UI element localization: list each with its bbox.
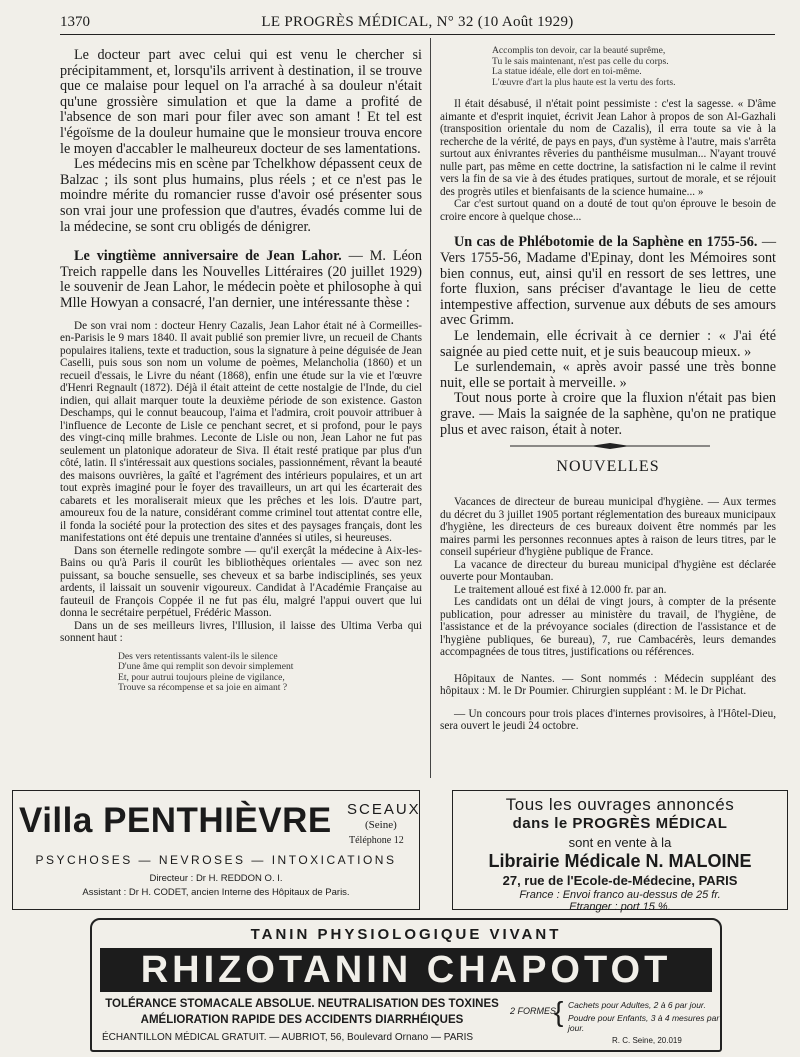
right-column (440, 46, 776, 438)
lib-line-7: Etranger : port 15 %. (569, 901, 671, 913)
rhizo-dosage-adults: Cachets pour Adultes, 2 à 6 par jour. (568, 1000, 706, 1010)
poem-line: Tu le sais maintenant, n'est pas celle du corps. (492, 55, 669, 67)
header-rule (60, 34, 775, 35)
lib-line-6: France : Envoi franco au-dessus de 25 fr. (519, 889, 721, 901)
lib-line-3: sont en vente à la (568, 835, 672, 850)
article-paragraph: Les médecins mis en scène par Tchelkhow dépassent ceux de Balzac ; ils sont plus humains, plus réels ; et ce n'est pas le moindre mérite du romancier russe d'avoir osé présenter sous son vrai jour une profession que d'autres, évadés comme lui de la médecine, se sont cru obligés de dénigrer. (60, 156, 422, 235)
nouvelles-section (440, 458, 776, 733)
page-header (60, 14, 775, 36)
lib-line-2: dans le PROGRÈS MÉDICAL (512, 815, 728, 832)
news-item: La vacance de directeur du bureau municipal d'hygiène est déclarée ouverte pour Montauban. (440, 558, 776, 583)
villa-department: (Seine) (365, 819, 397, 831)
poem-line: Des vers retentissants valent-ils le silence (118, 650, 278, 662)
rhizo-sample-address: ÉCHANTILLON MÉDICAL GRATUIT. — AUBRIOT, 56, Boulevard Ornano — PARIS (102, 1032, 474, 1043)
lib-line-1: Tous les ouvrages annoncés (505, 795, 735, 814)
article-paragraph: Le surlendemain, « après avoir passé une très bonne nuit, elle se portait à merveille. » (440, 359, 776, 391)
lahor-quote: De son vrai nom : docteur Henry Cazalis, Jean Lahor était né à Cormeilles-en-Parisis le 9 mars 1840. Il avait publié son premier livre, un recueil de Chants populaires italiens, texte et traduction, sous la signature à peine déguisée de Jean Caselli, puis sous son nom un volume de poèmes, Melancholia (1860) et un recueil d'essais, le Livre du néant (1868), enfin une étude sur la vie et l'œuvre d'Henri Regnault (1872). Déjà il était atteint de cette nostalgie de l'Inde, du ciel indien, qui allait marquer toute la deuxième période de son existence. Gaston Deschamps, qui le connut beaucoup, l'aima et l'admira, croit pouvoir attribuer à l'influence de Leconte de Lisle ce penchant secret, et si profond, pour le pays des vingt-cinq mille brahmes. Leconte de Lisle ou non, Jean Lahor ne fut pas seulement un platonique adorateur de Siva. Il était resté pratique par plus d'un côté, latin. Il s'intéressait aux questions sociales, passionnément, rêvant la beauté des maisons ouvrières, la gaîté et l'agrément des intérieurs populaires, et un art tout exprès imaginé pour le foyer des travailleurs, un art qui les écarterait des cabarets et les moraliserait mieux que les prêches et les lois. D'autre part, amoureux fou de la nature, considérant comme criminel tout attentat contre elle, il fonda la société pour la protection des sites et des paysages français, dont les manifestations ont été depuis une trentaine d'années si utiles, si heureuses. (60, 319, 422, 544)
librairie-maloine-ad (452, 790, 788, 913)
brace-glyph: { (554, 996, 564, 1027)
poem-line: Accomplis ton devoir, car la beauté suprême, (492, 45, 666, 56)
news-item: Hôpitaux de Nantes. — Sont nommés : Médecin suppléant des hôpitaux : M. le Dr Poumier. Chirurgien suppléant : M. le Dr Pichat. (440, 672, 776, 697)
villa-town: SCEAUX (347, 801, 421, 818)
news-item: Vacances de directeur de bureau municipal d'hygiène. — Aux termes du décret du 3 juillet 1905 portant réglementation des bureaux municipaux d'hygiène, les directeurs de ces bureaux doivent être nommés par les maires parmi les personnes reconnues aptes à raison de leurs titres, par le conseil supérieur d'hygiène publique de France. (440, 496, 776, 558)
article-paragraph: Le docteur part avec celui qui est venu le chercher si précipitamment, et, lorsqu'ils arrivent à destination, il se trouve que ce malaise pour lequel on l'a arraché à sa douleur n'était qu'une grossière simulation et que la dame a profité de l'absence de son mari pour filer avec son amant ! Et tel est l'égoïsme de la douleur humaine que le monsieur trouva encore le moyen d'accabler le malheureux docteur de ses lamentations. (60, 47, 422, 157)
rhizo-dosage-children: Poudre pour Enfants, 3 à 4 mesures par jour. (568, 1013, 720, 1033)
saphene-article (440, 235, 776, 329)
poem-stanza (118, 652, 422, 694)
rhizo-tagline: TANIN PHYSIOLOGIQUE VIVANT (250, 926, 562, 943)
lahor-intro: — M. Léon Treich rappelle dans les Nouvelles Littéraires (20 juillet 1929) le souvenir de Jean Lahor, le médecin poète et philosophe à qui Mlle Howyan a consacré, l'an dernier, une intéressante thèse : (60, 248, 422, 311)
lahor-quote: Il était désabusé, il n'était point pessimiste : c'est la sagesse. « D'âme aimante et d'esprit inquiet, écrivit Jean Lahor à propos de son Al-Gazhali (transposition orientale du nom de Cazalis), il erra toute sa vie à la recherche de la vérité, de pays en pays, d'un système à l'autre, mais s'arrêta surtout aux énivrantes rêveries du panthéisme musulman... N'ayant trouvé nulle part, pas même en cette doctrine, la satisfaction ni le calme il revint vers la fin de sa vie à des études pratiques, surtout de morale, et se réjouit des progrès utiles et bienfaisants de la science humaine... » (440, 98, 776, 198)
poem-line: La statue idéale, elle dort en toi-même. (492, 66, 642, 78)
rhizotanin-ad (90, 918, 722, 1052)
lahor-title: Le vingtième anniversaire de Jean Lahor. (74, 248, 342, 265)
rhizo-claim-1: TOLÉRANCE STOMACALE ABSOLUE. NEUTRALISATION DES TOXINES (105, 998, 499, 1010)
rhizo-registration: R. C. Seine, 20.019 (612, 1036, 682, 1045)
villa-director: Directeur : Dr H. REDDON O. I. (149, 873, 283, 884)
poem-stanza (492, 46, 776, 88)
rhizo-forms: 2 FORMES (510, 1006, 557, 1016)
poem-line: Et, pour autrui toujours pleine de vigilance, (118, 671, 285, 683)
news-item: Les candidats ont un délai de vingt jours, à compter de la présente publication, pour adresser au ministère du travail, de l'hygiène, de l'assistance et de la prévoyance sociales (direction de l'assistance et de l'hygiène publiques, 6e bureau), 7, rue Cambacérès, leurs demandes accompagnées de tous titres, justifications ou références. (440, 596, 776, 658)
lib-line-4: Librairie Médicale N. MALOINE (488, 851, 752, 871)
villa-penthievre-ad (12, 790, 420, 910)
nouvelles-heading: NOUVELLES (556, 458, 660, 475)
poem-line: Trouve sa récompense et sa joie en aimant ? (118, 682, 288, 694)
news-item: — Un concours pour trois places d'internes provisoires, à l'Hôtel-Dieu, sera ouvert le jeudi 24 octobre. (440, 707, 776, 732)
journal-title: LE PROGRÈS MÉDICAL, N° 32 (10 Août 1929) (261, 14, 574, 30)
ornament-divider (510, 443, 710, 449)
poem-line: D'une âme qui remplit son devoir simplement (118, 661, 294, 673)
lahor-quote: Car c'est surtout quand on a douté de tout qu'on éprouve le besoin de croire encore à quelque chose... (440, 198, 776, 223)
article-paragraph: Tout nous porte à croire que la fluxion n'était pas bien grave. — Mais la saignée de la saphène, qu'on ne pratique plus et avec raison, était à noter. (440, 390, 776, 438)
rhizo-brand: RHIZOTANIN CHAPOTOT (100, 948, 712, 992)
villa-specialties: PSYCHOSES — NEVROSES — INTOXICATIONS (35, 853, 397, 867)
villa-name: Villa PENTHIÈVRE (19, 801, 332, 840)
lahor-article (60, 249, 422, 311)
page-number: 1370 (60, 14, 90, 30)
poem-line: L'œuvre d'art la plus haute est la vertu des forts. (492, 76, 676, 88)
villa-assistant: Assistant : Dr H. CODET, ancien Interne des Hôpitaux de Paris. (82, 887, 350, 898)
lahor-quote: Dans un de ses meilleurs livres, l'Illusion, il laisse des Ultima Verba qui sonnent haut : (60, 619, 422, 644)
lib-line-5: 27, rue de l'Ecole-de-Médecine, PARIS (502, 873, 738, 888)
column-divider (430, 38, 431, 778)
left-column (60, 48, 422, 694)
villa-phone: Téléphone 12 (349, 835, 404, 846)
saphene-title: Un cas de Phlébotomie de la Saphène en 1755-56. (454, 234, 758, 251)
lahor-quote: Dans son éternelle redingote sombre — qu'il exerçât la médecine à Aix-les-Bains ou qu'à Paris il courût les bibliothèques orientales — avec son nez puissant, sa bouche sensuelle, ses cheveux et sa barbe indisciplinés, ses yeux ardents, il laissait un souvenir vigoureux. Candidat à l'Académie Française au fauteuil de François Coppée il ne fut pas élu, malgré l'appui ouvert que lui donna le secrétaire perpétuel, Frédéric Masson. (60, 544, 422, 619)
article-paragraph: Le lendemain, elle écrivait à ce dernier : « J'ai été saignée au pied cette nuit, et je suis beaucoup mieux. » (440, 327, 776, 360)
saphene-p1: — Vers 1755-56, Madame d'Epinay, dont les Mémoires sont bien connus, eut, ainsi qu'il en ressort de ses lettres, une forte fluxion, sans préciser d'avantage le lieu de cette intempestive affection, survenue aux débuts de ses amours avec Grimm. (440, 234, 777, 329)
rhizo-claim-2: AMÉLIORATION RAPIDE DES ACCIDENTS DIARRHÉIQUES (140, 1014, 464, 1026)
news-item: Le traitement alloué est fixé à 12.000 fr. par an. (454, 583, 667, 596)
